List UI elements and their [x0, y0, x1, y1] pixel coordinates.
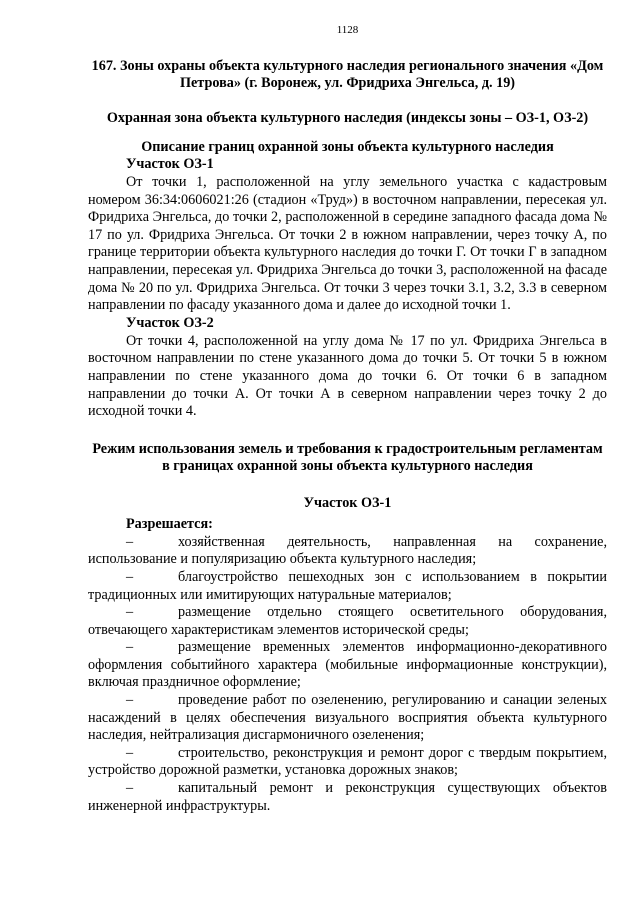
dash-marker: – — [126, 744, 134, 761]
regime-heading: Режим использования земель и требования к градостроительным регламентам в границах охранной зоны объекта культурного наследия — [92, 440, 603, 474]
section-label-oz2: Участок ОЗ-2 — [126, 314, 214, 331]
dash-marker: – — [126, 692, 134, 709]
list-item — [88, 639, 607, 692]
list-item-text: размещение временных элементов информационно-декоративного оформления событийного характера (мобильные информационные конструкции), включая праздничное оформление; — [88, 639, 607, 691]
dash-marker: – — [126, 533, 134, 550]
list-item-text: хозяйственная деятельность, направленная на сохранение, использование и популяризацию объекта культурного наследия; — [88, 533, 607, 568]
document-title: 167. Зоны охраны объекта культурного наследия регионального значения «Дом Петрова» (г. Воронеж, ул. Фридриха Энгельса, д. 19) — [91, 58, 604, 91]
list-item — [88, 604, 607, 639]
dash-marker: – — [126, 568, 134, 585]
dash-marker: – — [126, 780, 134, 797]
dash-marker: – — [126, 604, 134, 621]
page-number: 1128 — [336, 24, 359, 36]
allowed-label: Разрешается: — [126, 515, 213, 532]
list-item — [88, 745, 607, 780]
list-item-text: капитальный ремонт и реконструкция существующих объектов инженерной инфраструктуры. — [88, 780, 607, 814]
boundaries-heading: Описание границ охранной зоны объекта культурного наследия — [141, 139, 554, 155]
list-item — [88, 569, 607, 604]
list-item-text: благоустройство пешеходных зон с использованием в покрытии традиционных или имитирующих натуральные материалов; — [88, 568, 607, 603]
zone-heading: Охранная зона объекта культурного наследия (индексы зоны – ОЗ-1, ОЗ-2) — [106, 110, 589, 126]
list-item — [88, 692, 607, 745]
section-text-oz1: От точки 1, расположенной на углу земельного участка с кадастровым номером 36:34:0606021:26 (стадион «Труд») в восточном направлении, пересекая ул. Фридриха Энгельса, до точки 2, расположенной в середине западного фасада дома № 17 по ул. Фридриха Энгельса. От точки 2 в южном направлении, через точку А, по границе территории объекта культурного наследия до точки Г. От точки Г в западном направлении, пересекая ул. Фридриха Энгельса до точки 3, расположенной на фасаде дома № 20 по ул. Фридриха Энгельса. От точки 3 через точки 3.1, 3.2, 3.3 в северном направлении по фасаду указанного дома и далее до исходной точки 1. — [88, 174, 607, 314]
list-item-text: строительство, реконструкция и ремонт дорог с твердым покрытием, устройство дорожной разметки, установка дорожных знаков; — [88, 744, 607, 779]
dash-marker: – — [126, 639, 134, 656]
regime-section-label: Участок ОЗ-1 — [303, 494, 392, 511]
section-label-oz1: Участок ОЗ-1 — [126, 156, 214, 172]
list-item — [88, 534, 607, 569]
list-item-text: размещение отдельно стоящего осветительного оборудования, отвечающего характеристикам элементов исторической среды; — [88, 604, 607, 638]
list-item-text: проведение работ по озеленению, регулированию и санации зеленых насаждений в целях обеспечения визуального восприятия объекта культурного наследия, нейтрализация дисгармоничного озеленения; — [88, 692, 607, 744]
list-item — [88, 780, 607, 815]
section-text-oz2: От точки 4, расположенной на углу дома № 17 по ул. Фридриха Энгельса в восточном направлении по стене указанного дома до точки 5. От точки 5 в южном направлении по стене указанного дома до точки 6. От точки 6 в западном направлении до точки А. От точки А в северном направлении через точку 2 до исходной точки 4. — [88, 332, 607, 420]
